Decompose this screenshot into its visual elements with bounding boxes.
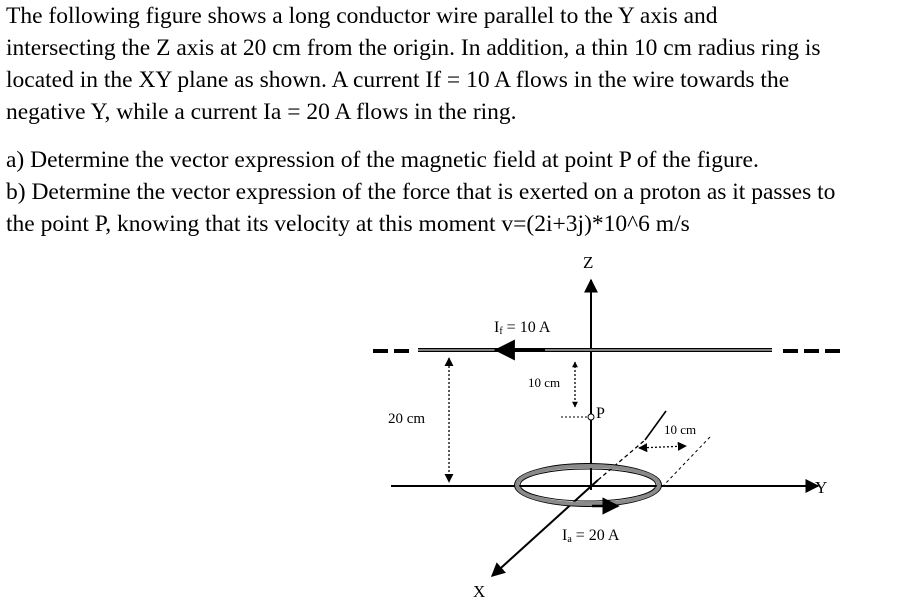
p-height-label: 10 cm: [528, 375, 561, 390]
point-p-marker: [588, 414, 594, 420]
question-a: a) Determine the vector expression of the magnetic field at point P of the figure.: [6, 147, 759, 173]
y-axis-label: Y: [815, 478, 828, 497]
z-axis-label: Z: [583, 253, 594, 272]
statement-line: located in the XY plane as shown. A current If = 10 A flows in the wire towards the: [6, 67, 790, 93]
question-b: b) Determine the vector expression of the force that is exerted on a proton as it passes to: [6, 179, 836, 205]
wire-height-label: 20 cm: [388, 411, 426, 427]
statement-line: intersecting the Z axis at 20 cm from the origin. In addition, a thin 10 cm radius ring is: [6, 35, 821, 61]
ring-current-label: Ia = 20 A: [562, 527, 620, 545]
ring-radius-dimension: [639, 446, 686, 448]
wire-current-label: If = 10 A: [494, 319, 551, 337]
x-axis-label: X: [473, 582, 486, 601]
x-axis-front: [645, 411, 666, 440]
ring-radius-guide: [664, 437, 710, 485]
ring-radius-label: 10 cm: [664, 422, 697, 437]
statement-line: negative Y, while a current Ia = 20 A flows in the ring.: [6, 99, 517, 125]
point-p-label: P: [596, 405, 605, 422]
question-b-continued: the point P, knowing that its velocity at this moment v=(2i+3j)*10^6 m/s: [6, 211, 690, 237]
statement-line: The following figure shows a long conductor wire parallel to the Y axis and: [6, 3, 718, 29]
